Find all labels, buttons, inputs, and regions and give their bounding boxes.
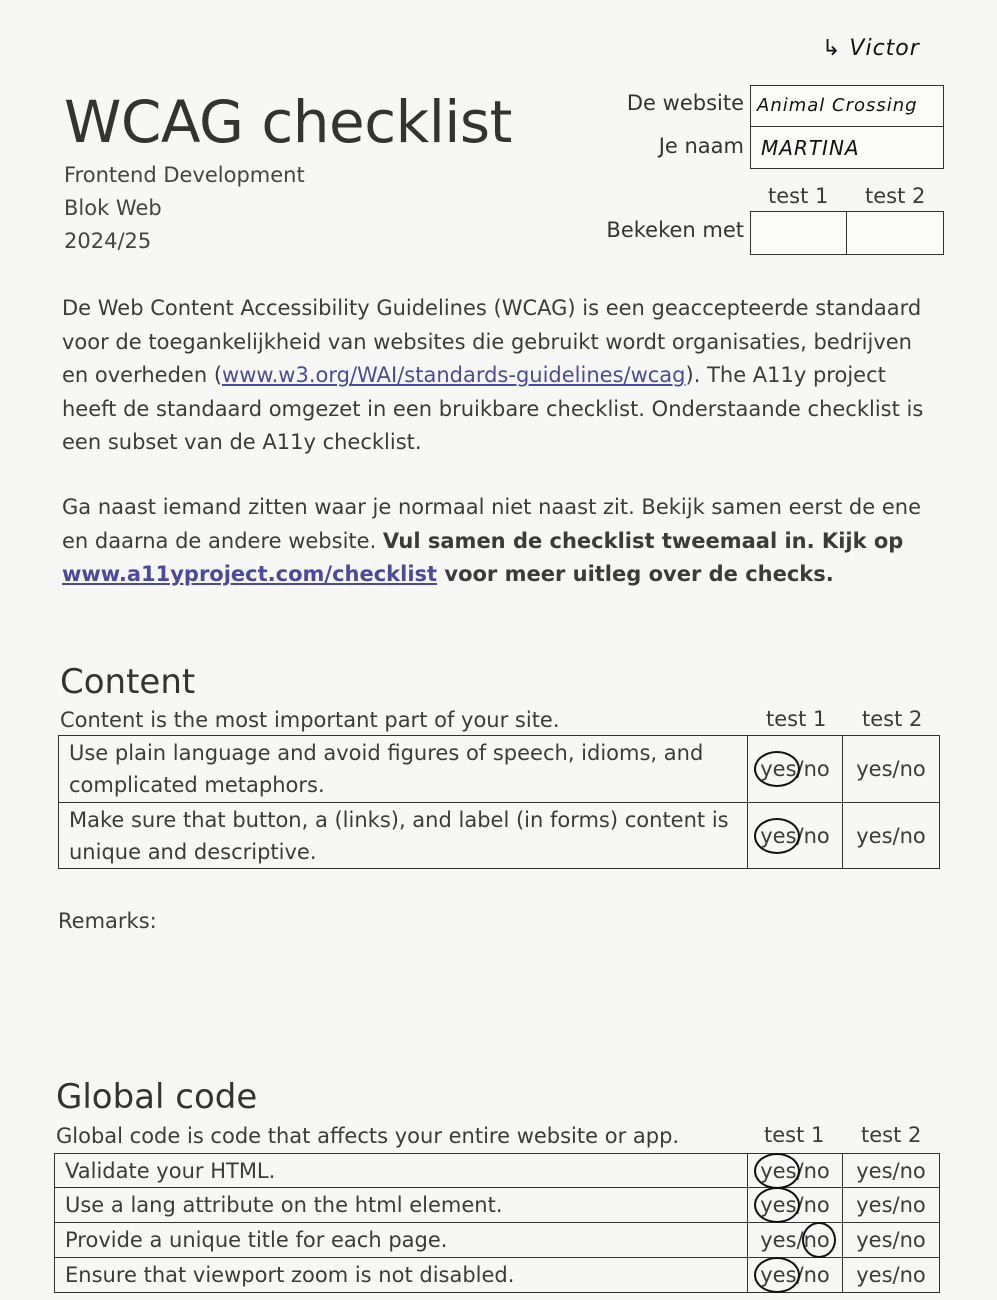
table-row [55, 1223, 940, 1258]
global-test2-header: test 2 [861, 1123, 922, 1147]
subtitle-course: Frontend Development [64, 163, 305, 187]
name-value: MARTINA [761, 136, 860, 160]
viewed-test1-field[interactable] [750, 211, 848, 255]
option-label: yes/no [856, 757, 926, 781]
criterion-text: Use plain language and avoid figures of speech, idioms, and complicated metaphors. [59, 736, 748, 803]
content-table [58, 735, 940, 869]
website-label: De website [626, 91, 744, 115]
circled-yes-mark [754, 1257, 800, 1293]
test2-answer[interactable] [843, 1188, 940, 1223]
option-label: yes/no [760, 1158, 830, 1183]
test2-answer[interactable] [843, 736, 940, 803]
option-label: yes/no [856, 1158, 926, 1183]
content-heading: Content [60, 662, 196, 702]
website-value: Animal Crossing [757, 95, 918, 116]
subtitle-block: Blok Web [64, 196, 162, 220]
option-label: yes/no [760, 1263, 830, 1287]
form-test1-header: test 1 [768, 184, 829, 208]
option-label: yes/no [856, 1193, 926, 1217]
circled-yes-mark [754, 1187, 800, 1223]
content-test1-header: test 1 [766, 707, 827, 731]
circled-yes-mark [754, 751, 800, 787]
intro-text-2: Ga naast iemand zitten waar je normaal niet naast zit. Bekijk samen eerst de ene en daarna de andere website. [62, 495, 921, 553]
subtitle-year: 2024/25 [64, 229, 152, 253]
test1-answer[interactable] [748, 736, 843, 803]
handwritten-annotation: ↳ Victor [822, 36, 920, 61]
test2-answer[interactable] [843, 803, 940, 869]
option-label: yes/no [856, 1263, 926, 1287]
circled-no-mark [802, 1222, 836, 1258]
test2-answer[interactable] [843, 1223, 940, 1258]
table-row [59, 803, 940, 869]
option-label: yes/no [760, 1193, 830, 1217]
content-test2-header: test 2 [862, 707, 923, 731]
option-label: yes/no [856, 1228, 926, 1252]
global-description: Global code is code that affects your entire website or app. [56, 1124, 680, 1148]
name-field[interactable] [750, 126, 944, 169]
test1-answer[interactable] [748, 803, 843, 869]
content-description: Content is the most important part of your site. [60, 708, 560, 732]
criterion-text: Ensure that viewport zoom is not disabled. [55, 1258, 748, 1293]
intro-paragraph-2 [62, 491, 942, 592]
remarks-label: Remarks: [58, 909, 157, 933]
criterion-text: Provide a unique title for each page. [55, 1223, 748, 1258]
option-label: yes/no [760, 823, 830, 848]
test2-answer[interactable] [843, 1258, 940, 1293]
test1-answer[interactable] [748, 1154, 843, 1188]
option-label: yes/no [856, 823, 926, 848]
option-label: yes/no [760, 1228, 830, 1252]
viewed-test2-field[interactable] [846, 211, 944, 255]
table-row [59, 736, 940, 803]
page-title: WCAG checklist [64, 88, 512, 156]
global-heading: Global code [56, 1077, 258, 1117]
global-test1-header: test 1 [764, 1123, 825, 1147]
intro-paragraph-1 [62, 292, 942, 460]
test2-answer[interactable] [843, 1154, 940, 1188]
intro-bold-2b: voor meer uitleg over de checks. [437, 562, 834, 586]
website-field[interactable] [750, 85, 944, 128]
name-label: Je naam [658, 134, 744, 158]
circled-yes-mark [754, 818, 800, 854]
criterion-text: Validate your HTML. [55, 1154, 748, 1188]
viewed-with-label: Bekeken met [606, 218, 744, 242]
a11y-checklist-link[interactable]: www.a11yproject.com/checklist [62, 562, 438, 586]
intro-text-1: De Web Content Accessibility Guidelines (WCAG) is een geaccepteerde standaard voor de toegankelijkheid van websites die gebruikt wordt organisaties, bedrijven en overheden ( [62, 296, 922, 387]
circled-yes-mark [754, 1153, 800, 1189]
global-table [54, 1153, 940, 1293]
option-label: yes/no [760, 757, 830, 781]
test1-answer[interactable] [748, 1223, 843, 1258]
table-row [55, 1258, 940, 1293]
wcag-link[interactable]: www.w3.org/WAI/standards-guidelines/wcag [222, 363, 686, 387]
criterion-text: Make sure that button, a (links), and label (in forms) content is unique and descriptive. [59, 803, 748, 869]
table-row [55, 1188, 940, 1223]
intro-bold-2: Vul samen de checklist tweemaal in. Kijk op [382, 528, 904, 553]
form-test2-header: test 2 [865, 184, 926, 208]
intro-text-1b: ). The A11y project heeft de standaard omgezet in een bruikbare checklist. Onderstaande checklist is een subset van de A11y checklist. [62, 363, 924, 454]
test1-answer[interactable] [748, 1188, 843, 1223]
test1-answer[interactable] [748, 1258, 843, 1293]
criterion-text: Use a lang attribute on the html element. [55, 1188, 748, 1223]
table-row [55, 1154, 940, 1188]
